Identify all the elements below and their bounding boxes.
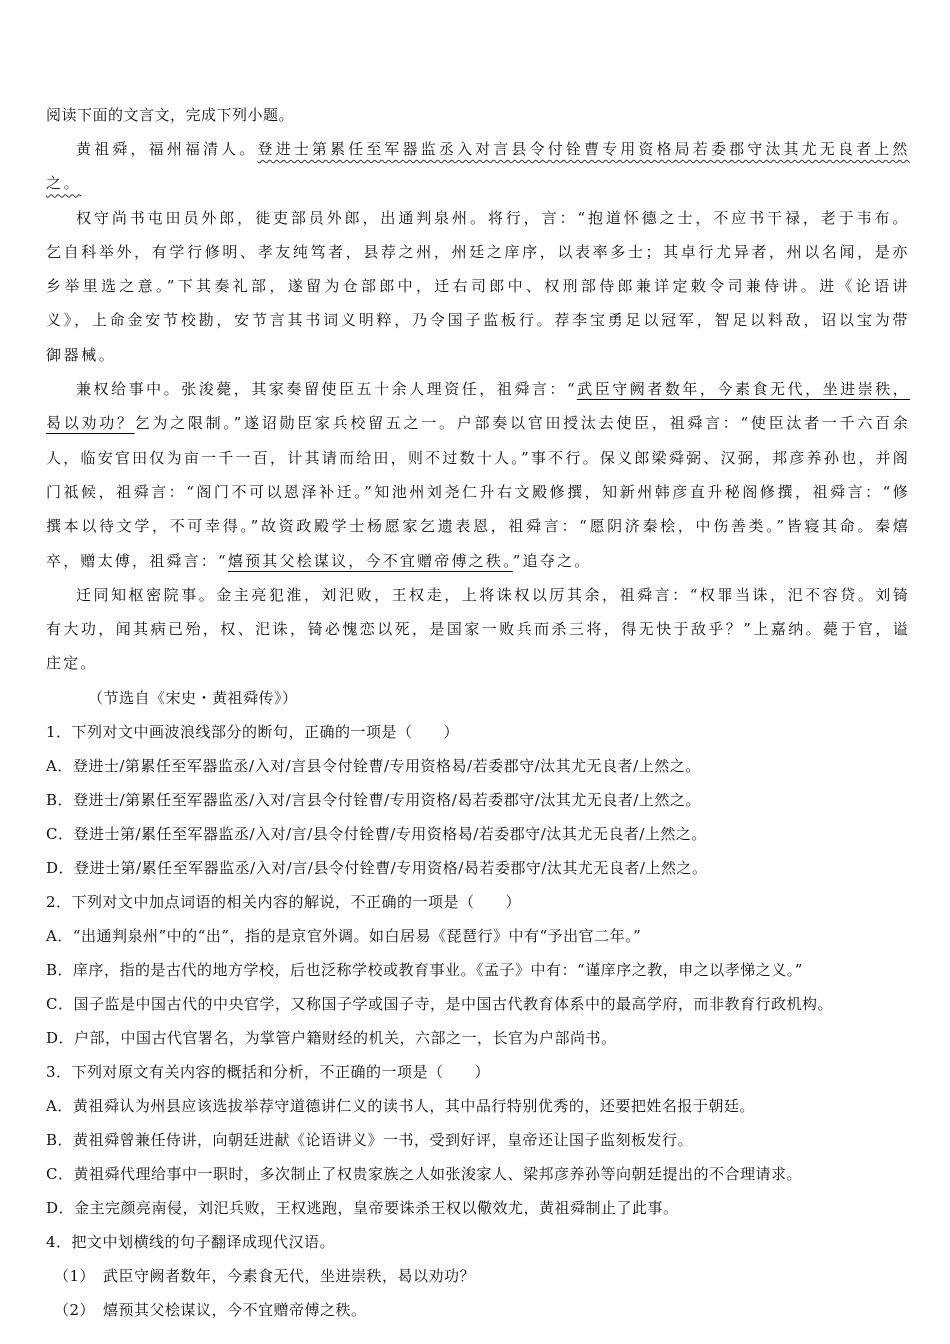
passage-paragraph-2: 权守尚书屯田员外郎，徙吏部员外郎，出通判泉州。将行，言：“抱道怀德之士，不应书干禄，老于韦布。乞自科举外，有学行修明、孝友纯笃者，县荐之州，州廷之庠序，以表率多士；其卓行尤异者，州以名闻，是亦乡举里选之意。”下其奏礼部，遂留为仓部郎中，迁右司郎中、权刑部侍郎兼详定敕令司兼侍讲。进《论语讲义》，上命金安节校勘，安节言其书词义明粹，乃令国子监板行。荐李宝勇足以冠军，智足以料敌，诏以宝为带御器械。 (46, 208, 910, 364)
p1-text: 黄祖舜，福州福清人。 (76, 140, 258, 158)
question-4-item-1: （1） 武臣守阙者数年，今素食无代，坐进崇秩，曷以劝功？ (54, 1266, 476, 1285)
question-1-option-a: A．登进士/第累任至军器监丞/入对/言县令付铨曹/专用资格曷/若委郡守/汰其尤无良者/上然之。 (46, 756, 701, 775)
question-2-option-d: D．户部，中国古代官署名，为掌管户籍财经的机关，六部之一，长官为户部尚书。 (46, 1028, 617, 1047)
question-1-option-b: B．登进士/第累任至军器监丞/入对/言县令付铨曹/专用资格/曷若委郡守/汰其尤无良者/上然之。 (46, 790, 701, 809)
question-1-stem: 1．下列对文中画波浪线部分的断句，正确的一项是（ ） (46, 722, 460, 741)
passage-paragraph-1 (46, 132, 910, 201)
p3-text-a: 兼权给事中。张浚薨，其家奏留使臣五十余人理资任，祖舜言：“ (76, 380, 577, 399)
question-3-option-c: C．黄祖舜代理给事中一职时，多次制止了权贵家族之人如张浚家人、梁邦彦养孙等向朝廷提出的不合理请求。 (46, 1164, 802, 1183)
question-1-option-d: D．登进士第/累任至军器监丞/入对/言/县令付铨曹/专用资格/曷若委郡守/汰其尤无良者/上然之。 (46, 858, 708, 877)
passage-paragraph-3 (46, 372, 910, 578)
instruction: 阅读下面的文言文，完成下列小题。 (46, 106, 295, 124)
p3-text-b: 乞为之限制。”遂诏勋臣家兵校留五之一。户部奏以官田授汰去使臣，祖舜言：“使臣汰者一千六百余人，临安官田仅为亩一千一百，计其请而给田，则不过数十人。”事不行。保义郎梁舜弼、汉弼，邦彦养孙也，并阁门祗候，祖舜言：“阁门不可以恩泽补迁。”知池州刘尧仁升右文殿修撰，知新州韩彦直升秘阁修撰，祖舜言：“修撰本以待文学，不可幸得。”故资政殿学士杨愿家乞遗表恩，祖舜言：“愿阴济秦桧，中伤善类。”皆寝其命。秦熺卒，赠太傅，祖舜言：“ (46, 414, 910, 570)
question-3-stem: 3．下列对原文有关内容的概括和分析，不正确的一项是（ ） (46, 1062, 491, 1081)
question-3-option-d: D．金主完颜亮南侵，刘汜兵败，王权逃跑，皇帝要诛杀王权以儆效尤，黄祖舜制止了此事。 (46, 1198, 679, 1217)
question-3-option-b: B．黄祖舜曾兼任侍讲，向朝廷进献《论语讲义》一书，受到好评，皇帝还让国子监刻板发行。 (46, 1130, 694, 1149)
question-2-option-a: A．“出通判泉州”中的“出”，指的是京官外调。如白居易《琵琶行》中有“予出官二年。” (46, 926, 642, 945)
wavy-underlined-sentence: 登进士第累任至军器监丞入对言县令付铨曹专用资格局若委郡守汰其尤无良者上然之。 (46, 140, 910, 193)
question-3-option-a: A．黄祖舜认为州县应该选拔举荐守道德讲仁义的读书人，其中品行特别优秀的，还要把姓名报于朝廷。 (46, 1096, 755, 1115)
question-2-option-b: B．庠序，指的是古代的地方学校，后也泛称学校或教育事业。《孟子》中有：“谨庠序之教，申之以孝悌之义。” (46, 960, 803, 979)
underlined-sentence-2: 熺预其父桧谋议，今不宜赠帝傅之秩。 (227, 551, 513, 570)
question-2-option-c: C．国子监是中国古代的中央官学，又称国子学或国子寺，是中国古代教育体系中的最高学府，而非教育行政机构。 (46, 994, 833, 1013)
question-2-stem: 2．下列对文中加点词语的相关内容的解说，不正确的一项是（ ） (46, 892, 522, 911)
underlined-sentence-1: 武臣守阙者数年，今素食无代，坐进崇秩，曷以劝功？ (46, 380, 910, 433)
question-1-option-c: C．登进士第/累任至军器监丞/入对/言/县令付铨曹/专用资格曷/若委郡守/汰其尤无良者/上然之。 (46, 824, 707, 843)
passage-paragraph-4: 迁同知枢密院事。金主亮犯淮，刘汜败，王权走，上将诛权以厉其余，祖舜言：“权罪当诛，汜不容贷。刘锜有大功，闻其病已殆，权、汜诛，锜必愧恋以死，是国家一败兵而杀三将，得无快于敌乎？”上嘉纳。薨于官，谥庄定。 (46, 585, 910, 673)
p3-text-c: ”追夺之。 (512, 551, 592, 570)
passage-source: （节选自《宋史・黄祖舜传》） (88, 688, 298, 707)
question-4-stem: 4．把文中划横线的句子翻译成现代汉语。 (46, 1232, 336, 1251)
question-4-item-2: （2） 熺预其父桧谋议，今不宜赠帝傅之秩。 (54, 1300, 367, 1319)
